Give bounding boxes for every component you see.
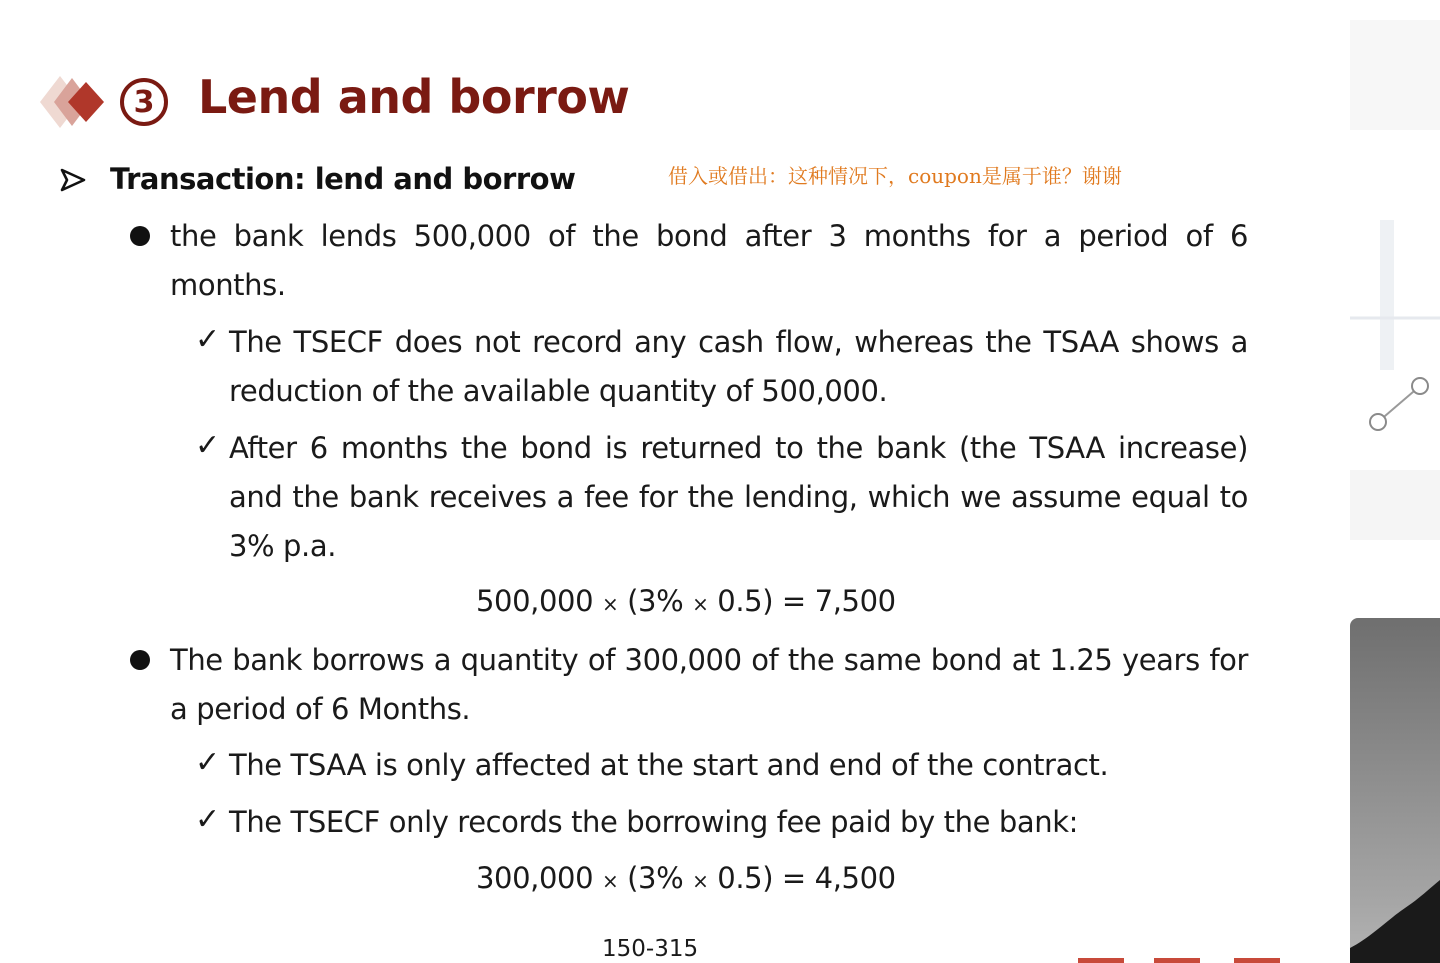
diamond-cluster-icon — [12, 62, 112, 142]
formula-lhs: 500,000 — [476, 584, 594, 618]
checkmark-icon: ✓ — [195, 322, 221, 357]
bottom-decoration — [1078, 954, 1288, 963]
bullet-text: The bank borrows a quantity of 300,000 of the same bond at 1.25 years for a period of 6 Months. — [170, 643, 1248, 726]
page-title: Lend and borrow — [198, 70, 630, 124]
times-sign: × — [601, 592, 619, 616]
check-text: The TSECF only records the borrowing fee paid by the bank: — [229, 805, 1078, 839]
formula — [476, 584, 896, 618]
check-text: After 6 months the bond is returned to the bank (the TSAA increase) and the bank receives a fee for the lending, which we assume equal to 3% p.a. — [229, 431, 1248, 563]
viewer-comment: 借入或借出：这种情况下，coupon是属于谁？谢谢 — [668, 164, 1122, 188]
arrowhead-icon — [58, 166, 86, 194]
subheading: Transaction: lend and borrow — [110, 162, 576, 196]
video-panel — [1350, 618, 1440, 963]
times-sign: × — [692, 869, 709, 893]
formula-rhs: 0.5) = 4,500 — [717, 861, 896, 895]
checkmark-icon: ✓ — [195, 745, 221, 780]
bullet-marker — [130, 650, 150, 670]
formula — [476, 861, 896, 895]
formula-rhs: 0.5) = 7,500 — [717, 584, 896, 618]
times-sign: × — [692, 592, 709, 616]
checkmark-icon: ✓ — [195, 428, 221, 463]
page-number: 150-315 — [602, 936, 699, 962]
formula-mid: (3% — [627, 584, 684, 618]
formula-lhs: 300,000 — [476, 861, 594, 895]
times-sign: × — [601, 869, 619, 893]
check-text: The TSECF does not record any cash flow, whereas the TSAA shows a reduction of the available quantity of 500,000. — [229, 325, 1248, 408]
bullet-text: the bank lends 500,000 of the bond after 3 months for a period of 6 months. — [170, 219, 1248, 302]
background-decoration — [1350, 0, 1440, 600]
formula-mid: (3% — [627, 861, 684, 895]
checkmark-icon: ✓ — [195, 802, 221, 837]
check-text: The TSAA is only affected at the start and end of the contract. — [229, 748, 1109, 782]
title-number: 3 — [120, 78, 168, 126]
silhouette-icon — [1350, 618, 1440, 963]
bullet-marker — [130, 226, 150, 246]
